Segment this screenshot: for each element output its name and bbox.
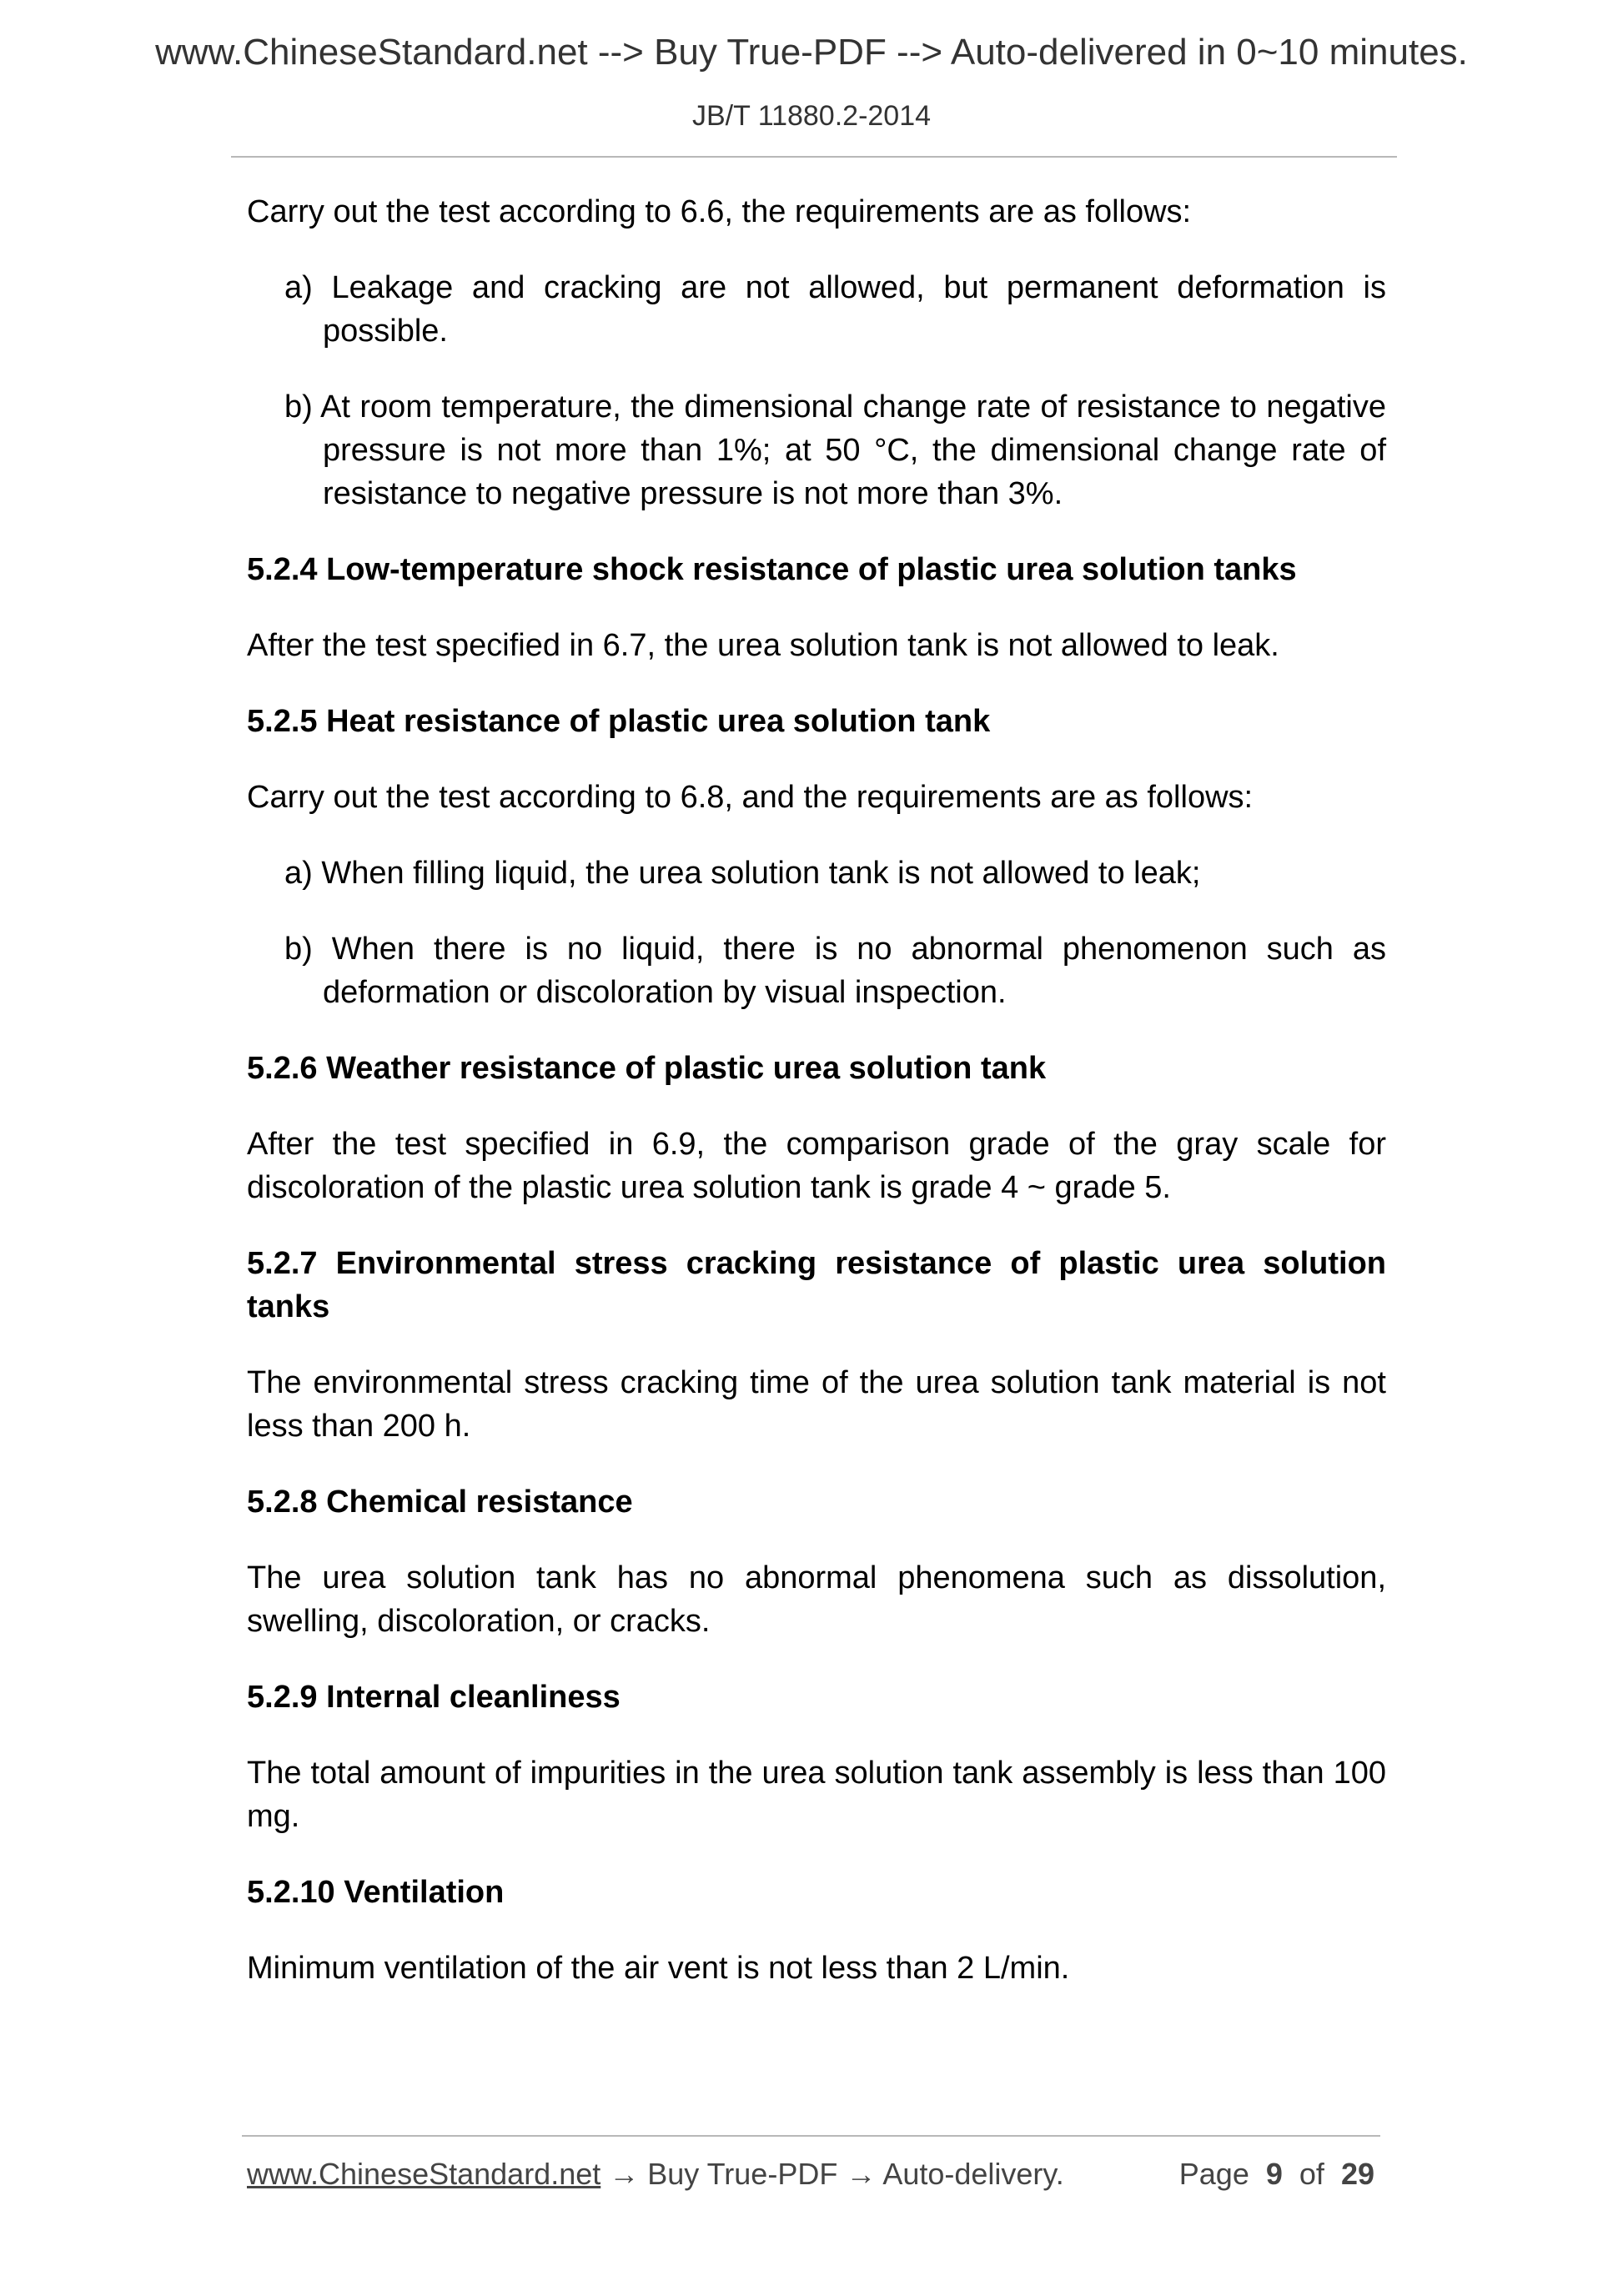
- page-indicator: [1179, 2157, 1374, 2192]
- list-item-b: b) At room temperature, the dimensional change rate of resistance to negative pressure is not more than 1%; at 50 °C, the dimensional change rate of resistance to negative pressure is not more than 3%.: [284, 389, 1386, 511]
- heading-5-2-7: 5.2.7 Environmental stress cracking resistance of plastic urea solution tanks: [247, 1246, 1386, 1324]
- footer-site-link[interactable]: www.ChineseStandard.net: [247, 2157, 601, 2191]
- page-total: 29: [1340, 2157, 1374, 2191]
- heading-5-2-4: 5.2.4 Low-temperature shock resistance of plastic urea solution tanks: [247, 552, 1297, 587]
- list-item-5-2-5-b: b) When there is no liquid, there is no abnormal phenomenon such as deformation or discoloration by visual inspection.: [284, 932, 1386, 1010]
- standard-number: JB/T 11880.2-2014: [691, 100, 932, 132]
- footer-left: [247, 2157, 1064, 2192]
- paragraph-5-2-6: After the test specified in 6.9, the comparison grade of the gray scale for discoloration of the plastic urea solution tank is grade 4 ~ grade 5.: [247, 1127, 1386, 1205]
- footer-divider: [242, 2135, 1380, 2137]
- list-item-a: a) Leakage and cracking are not allowed, but permanent deformation is possible.: [284, 270, 1386, 349]
- document-body: [247, 190, 1386, 2022]
- heading-5-2-6: 5.2.6 Weather resistance of plastic urea solution tank: [247, 1051, 1047, 1086]
- heading-5-2-8: 5.2.8 Chemical resistance: [247, 1485, 633, 1520]
- list-item-5-2-5-a: a) When filling liquid, the urea solution tank is not allowed to leak;: [284, 856, 1201, 891]
- paragraph-5-2-8: The urea solution tank has no abnormal phenomena such as dissolution, swelling, discoloration, or cracks.: [247, 1560, 1386, 1639]
- header-divider: [231, 156, 1397, 158]
- paragraph-5-2-10: Minimum ventilation of the air vent is not less than 2 L/min.: [247, 1951, 1070, 1986]
- paragraph-5-2-5: Carry out the test according to 6.8, and the requirements are as follows:: [247, 780, 1254, 815]
- footer-tagline: → Buy True-PDF → Auto-delivery.: [600, 2157, 1064, 2191]
- heading-5-2-9: 5.2.9 Internal cleanliness: [247, 1680, 621, 1715]
- paragraph-5-2-7: The environmental stress cracking time of the urea solution tank material is not less than 200 h.: [247, 1365, 1386, 1444]
- site-banner: www.ChineseStandard.net --> Buy True-PDF --> Auto-delivered in 0~10 minutes.: [155, 32, 1468, 73]
- paragraph-5-2-4: After the test specified in 6.7, the urea solution tank is not allowed to leak.: [247, 628, 1279, 663]
- page-current: 9: [1265, 2157, 1283, 2191]
- paragraph-5-2-9: The total amount of impurities in the urea solution tank assembly is less than 100 mg.: [247, 1756, 1386, 1834]
- paragraph-intro-6-6: Carry out the test according to 6.6, the requirements are as follows:: [247, 194, 1192, 229]
- page-of-label: of: [1299, 2157, 1324, 2191]
- heading-5-2-5: 5.2.5 Heat resistance of plastic urea solution tank: [247, 704, 991, 739]
- page-label: Page: [1178, 2157, 1249, 2191]
- heading-5-2-10: 5.2.10 Ventilation: [247, 1875, 505, 1910]
